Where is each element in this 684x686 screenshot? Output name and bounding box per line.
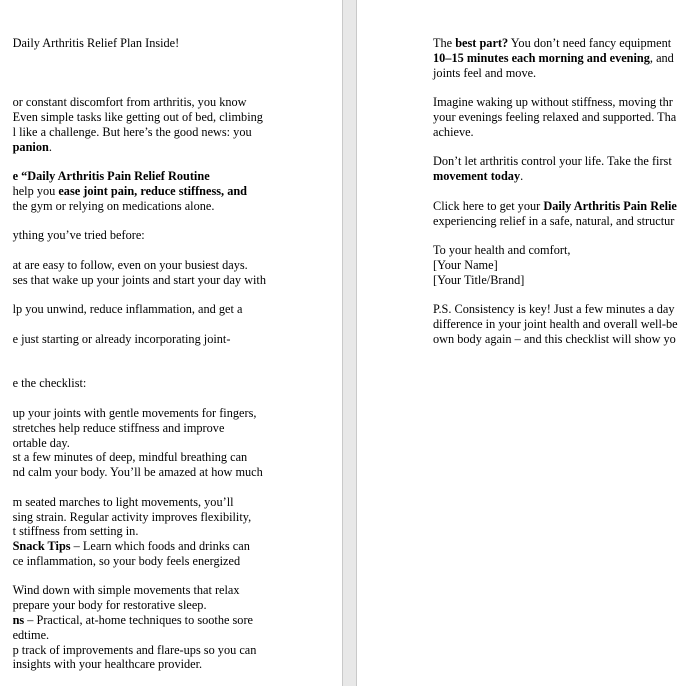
paragraph-gap bbox=[13, 51, 266, 66]
text-run: [Your Name] bbox=[433, 257, 498, 272]
paragraph-gap bbox=[13, 362, 266, 377]
text-run: or constant discomfort from arthritis, you know bbox=[12, 95, 247, 110]
paragraph-gap bbox=[13, 391, 266, 406]
text-run: joints feel and move. bbox=[433, 65, 537, 80]
text-run: insights with your healthcare provider. bbox=[12, 657, 203, 672]
text-line bbox=[13, 302, 266, 317]
text-run: e just starting or already incorporating joint- bbox=[12, 331, 231, 346]
text-run: e the checklist: bbox=[12, 376, 87, 391]
text-line bbox=[433, 51, 678, 66]
text-line bbox=[13, 657, 266, 672]
text-run: the gym or relying on medications alone. bbox=[12, 198, 215, 213]
text-run: Don’t let arthritis control your life. Take the first bbox=[433, 154, 672, 169]
text-run: ce inflammation, so your body feels energized bbox=[12, 553, 241, 568]
text-run: prepare your body for restorative sleep. bbox=[12, 598, 207, 613]
text-line bbox=[433, 273, 678, 288]
text-line bbox=[433, 199, 678, 214]
bold-text: movement today bbox=[433, 169, 521, 184]
text-run: – Learn which foods and drinks can bbox=[70, 539, 250, 554]
text-line bbox=[433, 317, 678, 332]
text-run: difference in your joint health and overall well-be bbox=[433, 317, 678, 332]
text-run: ortable day. bbox=[12, 435, 70, 450]
text-run: l like a challenge. But here’s the good news: you bbox=[12, 124, 252, 139]
text-run: To your health and comfort, bbox=[433, 243, 571, 258]
text-line bbox=[433, 243, 678, 258]
text-run: Daily Arthritis Relief Plan Inside! bbox=[12, 36, 180, 50]
paragraph-gap bbox=[13, 66, 266, 81]
bold-text: Snack Tips bbox=[12, 539, 71, 554]
paragraph-gap bbox=[13, 243, 266, 258]
text-line bbox=[13, 539, 266, 554]
text-line bbox=[13, 613, 266, 628]
text-line bbox=[433, 154, 678, 169]
text-line bbox=[13, 140, 266, 155]
text-line bbox=[13, 110, 266, 125]
text-line bbox=[433, 258, 678, 273]
page-left-text bbox=[13, 36, 266, 672]
paragraph-gap bbox=[433, 80, 678, 95]
text-line bbox=[13, 465, 266, 480]
text-run: up your joints with gentle movements for fingers, bbox=[12, 405, 257, 420]
text-line bbox=[13, 332, 266, 347]
paragraph-gap bbox=[13, 80, 266, 95]
text-run: own body again – and this checklist will show yo bbox=[433, 331, 676, 346]
bold-text: best part? bbox=[455, 36, 509, 50]
text-run: You don’t need fancy equipment bbox=[508, 36, 672, 50]
paragraph-gap bbox=[13, 347, 266, 362]
text-run: , and bbox=[649, 50, 674, 65]
bold-text: ease joint pain, reduce stiffness, and bbox=[58, 183, 248, 198]
text-run: help you bbox=[12, 183, 59, 198]
text-line bbox=[433, 332, 678, 347]
text-run: st a few minutes of deep, mindful breathing can bbox=[12, 450, 248, 465]
text-run: nd calm your body. You’ll be amazed at how much bbox=[12, 465, 263, 480]
text-run: sing strain. Regular activity improves flexibility, bbox=[12, 509, 252, 524]
text-line bbox=[13, 376, 266, 391]
paragraph-gap bbox=[13, 480, 266, 495]
text-line bbox=[13, 524, 266, 539]
paragraph-gap bbox=[13, 154, 266, 169]
text-run: P.S. Consistency is key! Just a few minutes a day bbox=[433, 302, 675, 317]
paragraph-gap bbox=[13, 214, 266, 229]
text-line bbox=[13, 643, 266, 658]
text-line bbox=[13, 598, 266, 613]
text-run: . bbox=[48, 139, 52, 154]
text-run: ything you’ve tried before: bbox=[12, 228, 145, 243]
paragraph-gap bbox=[13, 569, 266, 584]
text-line bbox=[13, 583, 266, 598]
bold-text: Daily Arthritis Pain Relie bbox=[543, 198, 677, 213]
text-run: Imagine waking up without stiffness, moving thr bbox=[433, 95, 673, 110]
text-line bbox=[13, 495, 266, 510]
page-divider-left bbox=[342, 0, 343, 686]
text-line bbox=[433, 214, 678, 229]
paragraph-gap bbox=[13, 317, 266, 332]
text-line bbox=[13, 436, 266, 451]
text-run: Click here to get your bbox=[433, 198, 544, 213]
page-right-text bbox=[433, 36, 678, 347]
text-run: p track of improvements and flare-ups so you can bbox=[12, 642, 257, 657]
text-run: experiencing relief in a safe, natural, and structur bbox=[433, 213, 675, 228]
text-run: edtime. bbox=[12, 627, 50, 642]
paragraph-gap bbox=[433, 228, 678, 243]
text-line bbox=[13, 184, 266, 199]
text-run: lp you unwind, reduce inflammation, and get a bbox=[12, 302, 243, 317]
text-line bbox=[13, 421, 266, 436]
text-run: t stiffness from setting in. bbox=[12, 524, 139, 539]
text-run: – Practical, at-home techniques to soothe sore bbox=[24, 613, 253, 628]
text-line bbox=[433, 169, 678, 184]
text-line bbox=[13, 450, 266, 465]
text-line bbox=[13, 95, 266, 110]
paragraph-gap bbox=[433, 140, 678, 155]
text-run: ses that wake up your joints and start your day with bbox=[12, 272, 266, 287]
text-line bbox=[13, 125, 266, 140]
text-line bbox=[13, 273, 266, 288]
text-run: Even simple tasks like getting out of bed, climbing bbox=[12, 109, 263, 124]
text-line bbox=[433, 36, 678, 51]
text-line bbox=[13, 199, 266, 214]
paragraph-gap bbox=[433, 184, 678, 199]
text-line bbox=[13, 510, 266, 525]
text-line bbox=[433, 125, 678, 140]
paragraph-gap bbox=[433, 288, 678, 303]
bold-text: e “Daily Arthritis Pain Relief Routine bbox=[12, 169, 210, 184]
text-line bbox=[13, 406, 266, 421]
text-line bbox=[13, 228, 266, 243]
bold-text: panion bbox=[12, 139, 49, 154]
text-line bbox=[433, 302, 678, 317]
text-run: at are easy to follow, even on your busiest days. bbox=[12, 257, 248, 272]
bold-text: ns bbox=[12, 613, 25, 628]
text-run: your evenings feeling relaxed and supported. Tha bbox=[433, 109, 677, 124]
text-line bbox=[13, 36, 266, 51]
document-page-right bbox=[357, 0, 684, 686]
text-run: [Your Title/Brand] bbox=[433, 272, 525, 287]
text-line bbox=[433, 110, 678, 125]
text-line bbox=[433, 66, 678, 81]
text-run: stretches help reduce stiffness and improve bbox=[12, 420, 225, 435]
bold-text: 10–15 minutes each morning and evening bbox=[433, 50, 650, 65]
text-line bbox=[13, 169, 266, 184]
text-run: m seated marches to light movements, you’ll bbox=[12, 494, 234, 509]
text-line bbox=[13, 258, 266, 273]
text-line bbox=[433, 95, 678, 110]
text-run: . bbox=[520, 169, 524, 184]
text-run: The bbox=[433, 36, 456, 50]
paragraph-gap bbox=[13, 288, 266, 303]
text-line bbox=[13, 554, 266, 569]
text-line bbox=[13, 628, 266, 643]
text-run: Wind down with simple movements that relax bbox=[12, 583, 240, 598]
text-run: achieve. bbox=[433, 124, 474, 139]
